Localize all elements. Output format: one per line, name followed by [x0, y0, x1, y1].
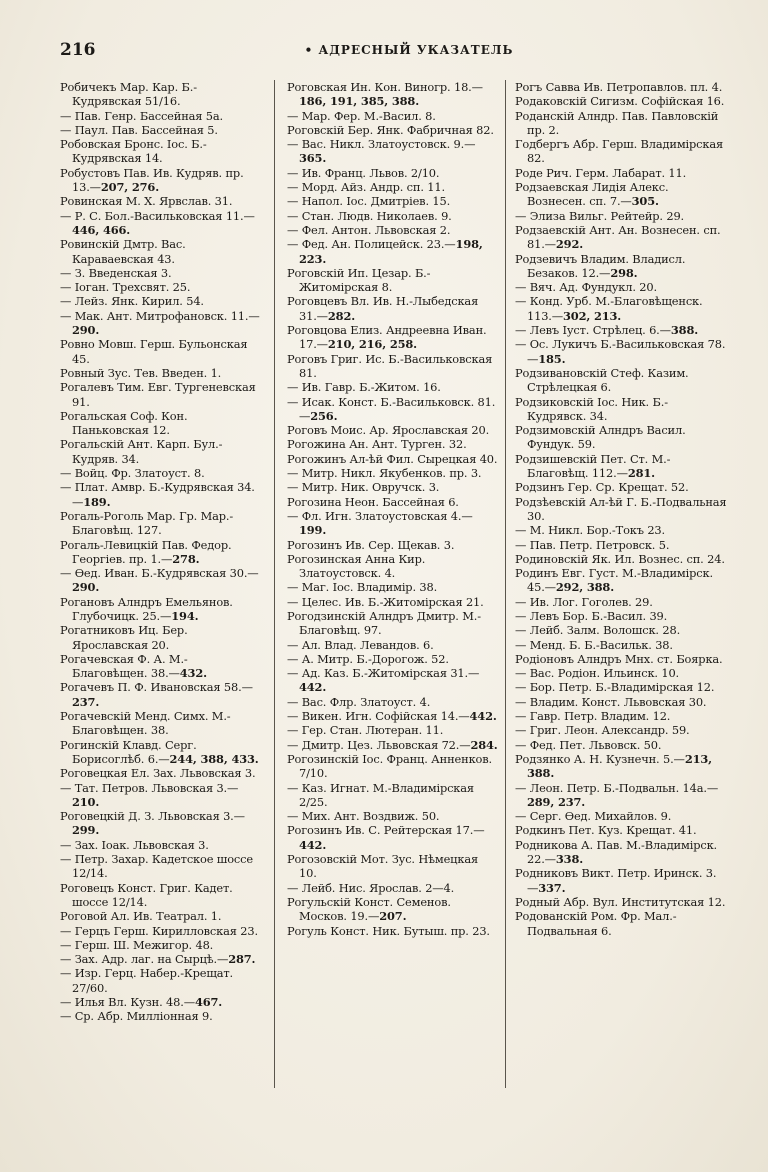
directory-entry: — Левъ Бор. Б.-Васил. 39. [515, 608, 668, 623]
column-divider [505, 80, 506, 1088]
directory-entry: — Фел. Антон. Львовская 2. [287, 222, 451, 237]
directory-entry: Рогозинъ Ив. Сер. Щекав. 3. [287, 537, 455, 552]
directory-entry: Робичекъ Мар. Кар. Б.-Кудрявская 51/16. [60, 80, 197, 109]
column-3 [515, 80, 727, 1160]
directory-entry: — Вяч. Ад. Фундукл. 20. [515, 280, 657, 295]
directory-entry: Рогаль-Левицкій Пав. Федор. Георгiев. пр. 1.—278. [60, 537, 232, 566]
directory-entry: — Элиза Вильг. Рейтейр. 29. [515, 208, 685, 223]
directory-entry: — Фед. Пет. Львовск. 50. [515, 737, 662, 752]
directory-entry: — Ад. Каз. Б.-Житомірская 31.—442. [287, 666, 480, 695]
directory-entry: Родниковъ Викт. Петр. Иринск. 3.—337. [515, 866, 717, 895]
directory-entry: Рогожина Ан. Ант. Турген. 32. [287, 437, 467, 452]
directory-entry: Рогачевъ П. Ф. Ивановская 58.—237. [60, 680, 253, 709]
directory-entry: — Войц. Фр. Златоуст. 8. [60, 466, 205, 481]
running-title: • АДРЕСНЫЙ УКАЗАТЕЛЬ [304, 43, 514, 57]
directory-entry: — Плат. Амвр. Б.-Кудрявская 34.—189. [60, 480, 255, 509]
directory-entry: Ровинская М. Х. Ярвслав. 31. [60, 194, 233, 209]
directory-entry: — Маг. Іос. Владимір. 38. [287, 580, 438, 595]
directory-entry: — Герш. Ш. Межигор. 48. [60, 937, 214, 952]
directory-entry: — Гавр. Петр. Владим. 12. [515, 709, 671, 724]
directory-entry: Родный Абр. Вул. Институтская 12. [515, 894, 726, 909]
directory-entry: Рогульскій Конст. Семенов. Москов. 19.—207. [287, 894, 451, 924]
directory-entry: — Стан. Людв. Николаев. 9. [287, 208, 452, 223]
directory-entry: — Левъ Іуст. Стрѣлец. 6.—388. [515, 323, 699, 338]
directory-entry: — Вас. Флр. Златоуст. 4. [287, 694, 431, 709]
directory-entry: Ровный Зус. Тев. Введен. 1. [60, 365, 222, 380]
directory-entry: — Серг. Ѳед. Михайлов. 9. [515, 809, 672, 824]
directory-entry: Рогозинъ Ив. С. Рейтерская 17.—442. [287, 823, 485, 852]
directory-entry: — Конд. Урб. М.-Благовѣщенск. 113.—302, 213. [515, 294, 703, 323]
directory-entry: Рогалевъ Тим. Евг. Тургеневская 91. [60, 380, 256, 409]
directory-entry: Роговцова Елиз. Андреевна Иван. 17.—210, 216, 258. [287, 323, 487, 352]
directory-entry: — Паул. Пав. Бассейная 5. [60, 122, 218, 137]
directory-entry: — Мар. Фер. М.-Васил. 8. [287, 108, 436, 123]
directory-entry: — Ив. Гавр. Б.-Житом. 16. [287, 380, 441, 395]
directory-entry: Родникова А. Пав. М.-Владимірск. 22.—338. [515, 837, 718, 867]
directory-entry: — Изр. Герц. Набер.-Крещат. 27/60. [60, 966, 234, 995]
directory-entry: — Викен. Игн. Софійская 14.—442. [287, 709, 497, 724]
directory-entry: — Вас. Родіон. Ильинск. 10. [515, 666, 680, 681]
directory-entry: Роговъ Григ. Ис. Б.-Васильковская 81. [287, 351, 493, 380]
directory-entry: — Гер. Стан. Лютеран. 11. [287, 723, 444, 738]
directory-entry: — Илья Вл. Кузн. 48.—467. [60, 995, 223, 1009]
directory-entry: Роде Рич. Герм. Лабарат. 11. [515, 165, 687, 180]
directory-entry: — Целес. Ив. Б.-Житомірская 21. [287, 594, 484, 609]
directory-entry: — Тат. Петров. Львовская 3.—210. [60, 780, 239, 809]
directory-entry: Рогуль Конст. Ник. Бутыш. пр. 23. [287, 923, 490, 938]
column-2 [287, 80, 499, 1160]
directory-entry: — Герцъ Герш. Кирилловская 23. [60, 923, 258, 938]
column-1 [60, 80, 260, 1160]
directory-entry: — Владим. Конст. Львовская 30. [515, 694, 707, 709]
directory-entry: Роговскій Ип. Цезар. Б.-Житомірская 8. [287, 265, 431, 295]
directory-entry: Роговъ Моис. Ар. Ярославская 20. [287, 423, 490, 438]
directory-entry: — Фед. Ан. Полицейск. 23.—198, 223. [287, 237, 483, 266]
directory-entry: Родаковскій Сигизм. Софійская 16. [515, 94, 725, 109]
directory-entry: — Напол. Іос. Дмитрiев. 15. [287, 194, 451, 209]
page-header [60, 40, 718, 64]
directory-entry: Родзимовскій Алндръ Васил. Фундук. 59. [515, 423, 686, 452]
directory-entry: — Лейз. Янк. Кирил. 54. [60, 294, 204, 309]
directory-entry: Ровно Мовш. Герш. Бульонская 45. [60, 337, 248, 366]
directory-entry: Родзинъ Гер. Ср. Крещат. 52. [515, 480, 689, 495]
directory-entry: Рогачевская Ф. А. М.-Благовѣщен. 38.—432. [60, 651, 207, 681]
directory-entry: — Пав. Генр. Бассейная 5а. [60, 108, 223, 123]
directory-entry: Рогодзинскій Алндръ Дмитр. М.-Благовѣщ. 97. [287, 608, 481, 638]
directory-entry: Родзиковскій Іос. Ник. Б.-Кудрявск. 34. [515, 394, 668, 423]
directory-entry: Рогозина Неон. Бассейная 6. [287, 494, 459, 509]
directory-entry: — Лейб. Нис. Ярослав. 2—4. [287, 880, 455, 895]
directory-entry: Рогальская Соф. Кон. Паньковская 12. [60, 408, 188, 438]
directory-entry: Роговцевъ Вл. Ив. Н.-Лыбедская 31.—282. [287, 294, 479, 323]
directory-entry: — З. Введенская 3. [60, 265, 172, 280]
directory-entry: Роданскій Алндр. Пав. Павловскій пр. 2. [515, 108, 719, 137]
directory-entry: — Петр. Захар. Кадетское шоссе 12/14. [60, 852, 253, 881]
directory-entry: — М. Никл. Бор.-Токъ 23. [515, 523, 665, 538]
directory-entry: Роговецъ Конст. Григ. Кадет. шоссе 12/14. [60, 880, 233, 909]
directory-entry: Рогозовскій Мот. Зус. Нѣмецкая 10. [287, 852, 478, 881]
directory-entry: Годбергъ Абр. Герш. Владимірская 82. [515, 137, 724, 166]
directory-entry: Робустовъ Пав. Ив. Кудряв. пр. 13.—207, 276. [60, 165, 244, 195]
directory-entry: Родинъ Евг. Густ. М.-Владимірск. 45.—292, 388. [515, 566, 713, 595]
directory-columns [60, 80, 748, 1160]
directory-entry: Рогановъ Алндръ Емельянов. Глубочицк. 25.—194. [60, 594, 233, 623]
page-number: 216 [60, 40, 96, 60]
directory-entry: Родиновскій Як. Ил. Вознес. сп. 24. [515, 551, 725, 566]
directory-entry: Роговой Ал. Ив. Театрал. 1. [60, 909, 222, 924]
directory-entry: Рогальскій Ант. Карп. Бул.-Кудряв. 34. [60, 437, 223, 466]
directory-entry: — Мак. Ант. Митрофановск. 11.—290. [60, 308, 260, 338]
directory-entry: — Ив. Франц. Львов. 2/10. [287, 165, 440, 180]
directory-entry: — Дмитр. Цез. Львовская 72.—284. [287, 737, 498, 752]
directory-entry: — Фл. Игн. Златоустовская 4.—199. [287, 508, 473, 538]
directory-entry: Рогозинская Анна Кир. Златоустовск. 4. [287, 551, 426, 581]
directory-entry: Родзивановскій Стеф. Казим. Стрѣлецкая 6. [515, 365, 689, 395]
directory-entry: Рогинскій Клавд. Серг. Борисоглѣб. 6.—244, 388, 433. [60, 737, 259, 766]
directory-entry: Рогъ Савва Ив. Петропавлов. пл. 4. [515, 80, 723, 94]
directory-entry: Рогожинъ Ал-ѣй Фил. Сырецкая 40. [287, 451, 498, 466]
directory-entry: — Каз. Игнат. М.-Владимірская 2/25. [287, 780, 474, 809]
directory-entry: — Григ. Леон. Александр. 59. [515, 723, 690, 738]
directory-entry: Родованскій Ром. Фр. Мал.-Подвальная 6. [515, 909, 677, 938]
directory-entry: — А. Митр. Б.-Дорогож. 52. [287, 651, 449, 666]
directory-entry: Родкинъ Пет. Куз. Крещат. 41. [515, 823, 697, 838]
directory-entry: — Ср. Абр. Миллiонная 9. [60, 1009, 213, 1024]
directory-entry: Родзянко А. Н. Кузнечн. 5.—213, 388. [515, 751, 712, 781]
directory-entry: Рогатниковъ Иц. Бер. Ярославская 20. [60, 623, 188, 652]
directory-entry: — Вас. Никл. Златоустовск. 9.—365. [287, 137, 476, 166]
directory-entry: — Исак. Конст. Б.-Васильковск. 81.—256. [287, 394, 496, 423]
directory-entry: Родіоновъ Алндръ Мнх. ст. Боярка. [515, 651, 723, 666]
directory-entry: — Митр. Ник. Овручск. 3. [287, 480, 440, 495]
directory-entry: Родзевичъ Владим. Владисл. Безаков. 12.—298. [515, 251, 686, 280]
directory-entry: Родзѣевскій Ал-ѣй Г. Б.-Подвальная 30. [515, 494, 727, 523]
directory-entry: — Ал. Влад. Левандов. 6. [287, 637, 434, 652]
directory-entry: — Іоган. Трехсвят. 25. [60, 280, 191, 295]
directory-entry: — Бор. Петр. Б.-Владимірская 12. [515, 680, 715, 695]
directory-entry: — Леон. Петр. Б.-Подвальн. 14а.—289, 237. [515, 780, 719, 809]
directory-entry: — Ѳед. Иван. Б.-Кудрявская 30.—290. [60, 566, 259, 595]
directory-entry: Рогачевскій Менд. Симх. М.-Благовѣщен. 38. [60, 709, 231, 738]
directory-entry: Робовская Бронс. Іос. Б.-Кудрявская 14. [60, 137, 207, 166]
column-divider [274, 80, 275, 1088]
directory-entry: — Лейб. Залм. Волошск. 28. [515, 623, 681, 638]
directory-entry: Роговскій Бер. Янк. Фабричная 82. [287, 122, 494, 137]
directory-entry: — Ив. Лог. Гоголев. 29. [515, 594, 653, 609]
directory-entry: Роговецкій Д. З. Львовская 3.—299. [60, 809, 245, 838]
directory-entry: Рогаль-Роголь Мар. Гр. Мар.-Благовѣщ. 127. [60, 508, 234, 538]
directory-entry: Роговецкая Ел. Зах. Львовская 3. [60, 766, 256, 781]
directory-entry: — Морд. Айз. Андр. сп. 11. [287, 180, 445, 195]
directory-entry: Родзаевскій Ант. Ан. Вознесен. сп. 81.—292. [515, 222, 721, 252]
directory-entry: Рогозинскій Іос. Франц. Анненков. 7/10. [287, 751, 492, 781]
directory-entry: Родзишевскій Пет. Ст. М.-Благовѣщ. 112.—281. [515, 451, 671, 481]
directory-entry: Ровинскій Дмтр. Вас. Караваевская 43. [60, 237, 186, 266]
directory-entry: Родзаевская Лидія Алекс. Вознесен. сп. 7.—305. [515, 180, 669, 209]
directory-entry: — Менд. Б. Б.-Васильк. 38. [515, 637, 673, 652]
directory-entry: — Р. С. Бол.-Васильковская 11.—446, 466. [60, 208, 255, 237]
directory-entry: — Мих. Ант. Воздвиж. 50. [287, 809, 440, 824]
directory-entry: Роговская Ин. Кон. Виногр. 18.—186, 191, 385, 388. [287, 80, 483, 109]
directory-entry: — Ос. Лукичъ Б.-Васильковская 78.—185. [515, 337, 726, 366]
directory-entry: — Пав. Петр. Петровск. 5. [515, 537, 670, 552]
directory-entry: — Зах. Адр. лаг. на Сырцѣ.—287. [60, 952, 256, 967]
directory-entry: — Зах. Іоак. Львовская 3. [60, 837, 209, 852]
directory-entry: — Митр. Никл. Якубенков. пр. 3. [287, 466, 482, 481]
